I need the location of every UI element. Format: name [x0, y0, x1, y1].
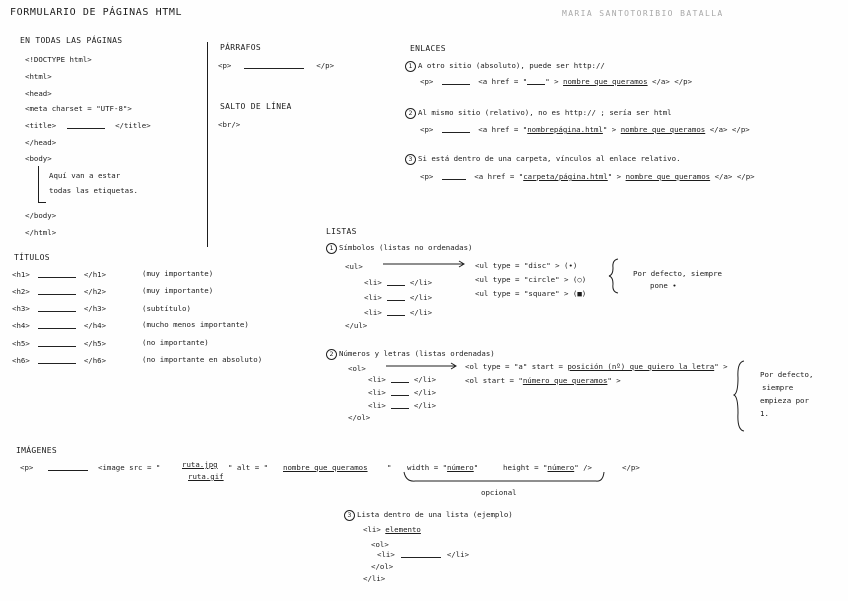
ol-start-value: número que queramos [522, 376, 608, 385]
brace-ul [609, 259, 618, 293]
a-open-tag: <a href = " [474, 172, 524, 181]
h-close-tag: </h2> [83, 287, 107, 296]
brace-ol [734, 361, 744, 431]
arrow-line [383, 261, 464, 267]
height-value: número [547, 463, 575, 472]
h-open-tag: <h4> [12, 321, 30, 330]
html-open-tag: <html> [25, 72, 52, 81]
img-alt-end: " [387, 463, 392, 472]
ol-note-line2: siempre [762, 383, 794, 392]
ul-open-tag: <ul> [345, 262, 363, 271]
ol-type-value: posición (nº) que quiero la letra [567, 362, 715, 371]
head-close-tag: </head> [25, 138, 57, 147]
parrafos-heading: PÁRRAFOS [220, 43, 261, 52]
li-open-tag: <li> [364, 293, 382, 302]
p-close-tag: </p> [316, 61, 335, 70]
meta-tag: <meta charset = "UTF-8"> [25, 104, 132, 113]
h-open-tag: <h5> [12, 339, 30, 348]
ol-note-line3: empieza por [760, 396, 809, 405]
h-close-tag: </h4> [83, 321, 107, 330]
h-close-tag: </h1> [83, 270, 107, 279]
ul-type-disc: <ul type = "disc" > (•) [475, 261, 578, 270]
enlace2-desc-text: Al mismo sitio (relativo), no es http:// ; sería ser html [418, 108, 672, 117]
li-open-tag: <li> [364, 308, 382, 317]
h1-note: (muy importante) [142, 269, 214, 278]
sublista-ol-open: <ol> [371, 540, 389, 549]
html-close-tag: </html> [25, 228, 57, 237]
title-open-tag: <title> [25, 121, 57, 130]
h-close-tag: </h5> [83, 339, 107, 348]
arrow-line [386, 363, 456, 369]
link-text: nombre que queramos [625, 172, 711, 181]
author-name: MARIA SANTOTORIBIO BATALLA [562, 9, 724, 18]
li-open-tag: <li> [364, 278, 382, 287]
li-open-tag: <li> [368, 401, 386, 410]
number-badge: 2 [326, 349, 337, 360]
ul-type-square: <ul type = "square" > (■) [475, 289, 587, 298]
h2-note: (muy importante) [142, 286, 214, 295]
a-open-tag: <a href = " [478, 125, 528, 134]
li-close-tag: </li> [409, 293, 433, 302]
enlace3-desc-text: Si está dentro de una carpeta, vínculos al enlace relativo. [418, 154, 681, 163]
h5-note: (no importante) [142, 338, 209, 347]
li-open-tag: <li> [368, 388, 386, 397]
li-open-tag: <li> [368, 375, 386, 384]
ol-type-open: <ol type = "a" start = [465, 362, 563, 371]
h4-note: (mucho menos importante) [142, 320, 249, 329]
element-word: elemento [385, 525, 421, 534]
head-open-tag: <head> [25, 89, 52, 98]
li-close-tag: </li> [446, 550, 470, 559]
link-url: carpeta/página.html [523, 172, 608, 181]
ul-note-line1: Por defecto, siempre [633, 269, 722, 278]
optional-label: opcional [481, 488, 517, 497]
imagenes-heading: IMÁGENES [16, 446, 57, 455]
body-open-tag: <body> [25, 154, 52, 163]
width-value: número [447, 463, 474, 472]
img-src-attr: <image src = " [98, 463, 161, 472]
li-close-tag: </li> [413, 388, 437, 397]
listas-heading: LISTAS [326, 227, 357, 236]
sublista-heading-text: Lista dentro de una lista (ejemplo) [357, 510, 513, 519]
sublista-ol-close: </ol> [371, 562, 394, 571]
ul-note-line2: pone • [650, 281, 677, 290]
ol-note-line4: 1. [760, 409, 769, 418]
ul-close-tag: </ul> [345, 321, 368, 330]
a-open-end: " > [602, 125, 617, 134]
sublista-li-close: </li> [363, 574, 386, 583]
ol-type-end: " > [714, 362, 728, 371]
a-close-tag: </a> </p> [709, 125, 750, 134]
ol-open-tag: <ol> [348, 364, 366, 373]
li-open-tag: <li> [377, 550, 395, 559]
li-close-tag: </li> [409, 308, 433, 317]
titulos-heading: TÍTULOS [14, 253, 50, 262]
number-badge: 2 [405, 108, 416, 119]
li-close-tag: </li> [413, 401, 437, 410]
page-title: FORMULARIO DE PÁGINAS HTML [10, 7, 183, 18]
width-end: " [473, 463, 479, 472]
ol-start-end: " > [607, 376, 621, 385]
a-open-end: " > [607, 172, 622, 181]
img-p-close: </p> [622, 463, 640, 472]
ol-note-line1: Por defecto, [760, 370, 814, 379]
number-badge: 3 [344, 510, 355, 521]
enlaces-heading: ENLACES [410, 44, 446, 53]
body-close-tag: </body> [25, 211, 57, 220]
p-open-tag: <p> [420, 77, 434, 86]
doctype-tag: <!DOCTYPE html> [25, 55, 92, 64]
ol-start-open: <ol start = " [465, 376, 523, 385]
h-close-tag: </h6> [83, 356, 107, 365]
p-open-tag: <p> [218, 61, 232, 70]
p-open-tag: <p> [420, 125, 434, 134]
body-note-line1: Aquí van a estar [49, 171, 121, 180]
h6-note: (no importante en absoluto) [142, 355, 263, 364]
br-tag: <br/> [218, 120, 241, 129]
width-open: width = " [407, 463, 448, 472]
p-open-tag: <p> [420, 172, 434, 181]
img-p-open: <p> [20, 463, 34, 472]
number-badge: 1 [326, 243, 337, 254]
height-end: " /> [574, 463, 593, 472]
ol-close-tag: </ol> [348, 413, 371, 422]
a-close-tag: </a> </p> [714, 172, 755, 181]
s2-heading-text: Números y letras (listas ordenadas) [339, 349, 495, 358]
a-close-tag: </a> </p> [652, 77, 693, 86]
link-text: nombre que queramos [563, 77, 648, 86]
img-alt-value: nombre que queramos [283, 463, 368, 472]
optional-bracket [404, 472, 604, 481]
number-badge: 1 [405, 61, 416, 72]
li-open-tag: <li> [363, 525, 381, 534]
h-open-tag: <h2> [12, 287, 30, 296]
h-open-tag: <h1> [12, 270, 30, 279]
li-close-tag: </li> [413, 375, 437, 384]
ul-type-circle: <ul type = "circle" > (○) [475, 275, 587, 284]
body-note-line2: todas las etiquetas. [49, 186, 138, 195]
title-close-tag: </title> [115, 121, 151, 130]
skeleton-heading: EN TODAS LAS PÁGINAS [20, 36, 123, 45]
a-open-end: " > [545, 77, 559, 86]
s1-heading-text: Símbolos (listas no ordenadas) [339, 243, 473, 252]
h-open-tag: <h3> [12, 304, 30, 313]
enlace1-desc-text: A otro sitio (absoluto), puede ser http:// [418, 61, 605, 70]
height-open: height = " [503, 463, 548, 472]
li-close-tag: </li> [409, 278, 433, 287]
link-text: nombre que queramos [620, 125, 706, 134]
img-alt-attr: " alt = " [228, 463, 269, 472]
a-open-tag: <a href = " [478, 77, 528, 86]
number-badge: 3 [405, 154, 416, 165]
salto-heading: SALTO DE LÍNEA [220, 102, 292, 111]
h3-note: (subtítulo) [142, 304, 191, 313]
link-url: nombrepágina.html [527, 125, 603, 134]
h-close-tag: </h3> [83, 304, 107, 313]
img-path-jpg: ruta.jpg [182, 460, 218, 469]
img-path-gif: ruta.gif [188, 472, 224, 481]
h-open-tag: <h6> [12, 356, 30, 365]
